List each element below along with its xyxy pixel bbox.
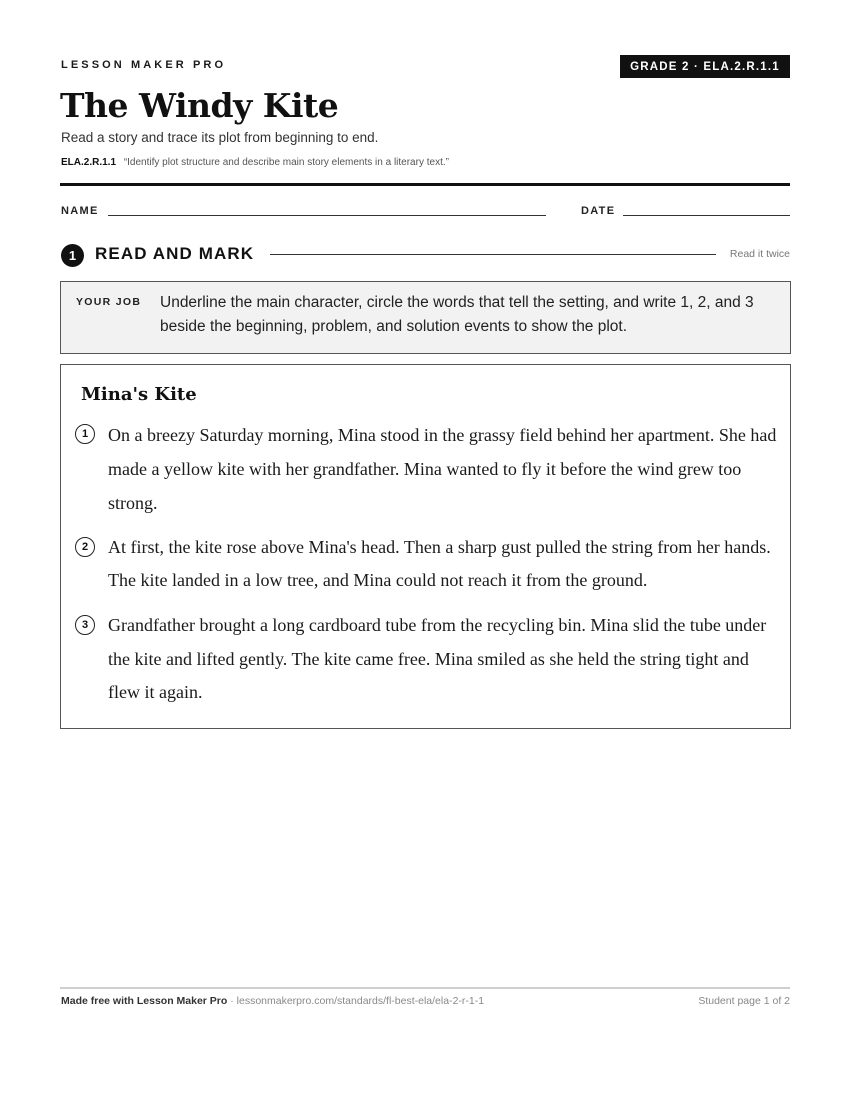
paragraph-number-circle: 2	[75, 537, 95, 557]
header-divider	[60, 183, 790, 186]
name-label: NAME	[61, 205, 99, 217]
story-title: Mina's Kite	[81, 384, 197, 405]
page-indicator: Student page 1 of 2	[698, 995, 790, 1007]
story-paragraph	[75, 422, 775, 522]
standard-description: “Identify plot structure and describe main story elements in a literary text.”	[123, 157, 449, 168]
paragraph-number-circle: 3	[75, 615, 95, 635]
footer-divider	[60, 987, 790, 989]
grade-badge: GRADE 2 · ELA.2.R.1.1	[620, 55, 790, 78]
footer-url[interactable]: · lessonmakerpro.com/standards/fl-best-ela/ela-2-r-1-1	[227, 995, 485, 1007]
brand-label: LESSON MAKER PRO	[61, 59, 227, 71]
paragraph-text: Grandfather brought a long cardboard tube from the recycling bin. Mina slid the tube under the kite and lifted gently. The kite came free. Mina smiled as she held the string tight and flew it again.	[108, 615, 767, 702]
paragraph-text: At first, the kite rose above Mina's head. Then a sharp gust pulled the string from her hands. The kite landed in a low tree, and Mina could not reach it from the ground.	[108, 537, 771, 590]
name-line[interactable]	[108, 215, 546, 216]
section-note: Read it twice	[729, 248, 790, 260]
standard-line	[61, 157, 449, 168]
date-label: DATE	[581, 205, 616, 217]
instructions-box	[60, 281, 791, 354]
section-title: READ AND MARK	[95, 244, 255, 263]
standard-code: ELA.2.R.1.1	[61, 157, 117, 168]
story-paragraph	[75, 613, 775, 713]
section-number-badge: 1	[61, 244, 84, 267]
instructions-label: YOUR JOB	[76, 296, 142, 308]
footer-brand: Made free with Lesson Maker Pro	[61, 995, 228, 1007]
paragraph-number-circle: 1	[75, 424, 95, 444]
footer-credit	[61, 995, 484, 1007]
story-box	[60, 364, 791, 729]
worksheet-subtitle: Read a story and trace its plot from beginning to end.	[61, 130, 379, 145]
paragraph-text: On a breezy Saturday morning, Mina stood in the grassy field behind her apartment. She had made a yellow kite with her grandfather. Mina wanted to fly it before the wind grew too strong.	[108, 425, 777, 513]
date-line[interactable]	[623, 215, 790, 216]
worksheet-title: The Windy Kite	[60, 86, 339, 125]
section-divider	[270, 254, 716, 255]
instructions-text: Underline the main character, circle the words that tell the setting, and write 1, 2, and 3 beside the beginning, problem, and solution events to show the plot.	[160, 294, 754, 335]
story-paragraph	[75, 535, 775, 605]
